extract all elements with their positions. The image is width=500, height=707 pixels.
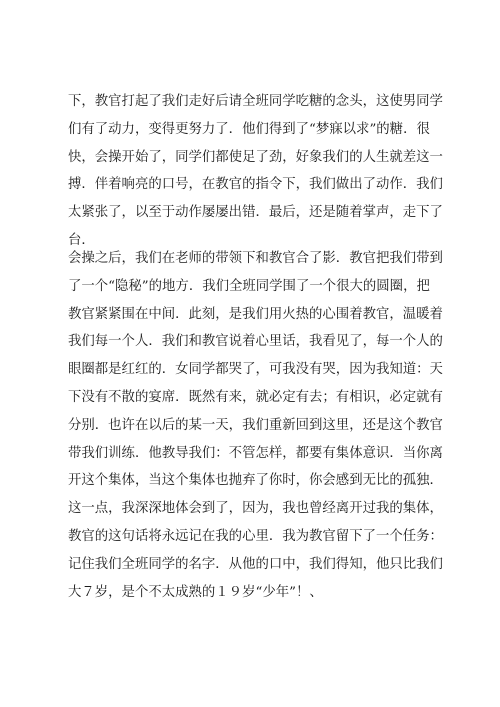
paragraph-2 [68, 245, 443, 606]
text-line: 太紧张了，以至于动作屡屡出错．最后，还是随着掌声，走下了 [68, 205, 443, 221]
text-line: 们有了动力，变得更努力了．他们得到了“梦寐以求”的糖．很 [68, 121, 430, 137]
text-line: 会操之后，我们在老师的带领下和教官合了影．教官把我们带到 [68, 251, 443, 266]
text-line: 分别．也许在以后的某一天，我们重新回到这里，还是这个教官 [68, 417, 443, 433]
text-line: 教官的这句话将永远记在我的心里．我为教官留下了一个任务： [68, 528, 443, 544]
text-line: 我们每一个人．我们和教官说着心里话，我看见了，每一个人的 [68, 334, 443, 350]
text-line: 下没有不散的宴席．既然有来，就必定有去；有相识，必定就有 [68, 389, 443, 405]
text-line: 记住我们全班同学的名字．从他的口中，我们得知，他只比我们 [68, 556, 443, 572]
text-line: 台． [68, 232, 95, 248]
text-line: 眼圈都是红红的．女同学都哭了，可我没有哭，因为我知道：天 [68, 362, 443, 378]
text-line: 这一点，我深深地体会到了，因为，我也曾经离开过我的集体， [68, 501, 443, 517]
text-line: 下，教官打起了我们走好后请全班同学吃糖的念头，这使男同学 [68, 94, 443, 109]
text-line: 搏．伴着响亮的口号，在教官的指令下，我们做出了动作．我们 [68, 177, 443, 193]
text-line: 快，会操开始了，同学们都使足了劲，好象我们的人生就差这一 [68, 149, 443, 165]
text-line: 大７岁，是个不太成熟的１９岁“少年”！、 [68, 584, 323, 600]
paragraph-1 [68, 88, 443, 255]
text-line: 开这个集体，当这个集体也抛弃了你时，你会感到无比的孤独． [68, 473, 443, 489]
text-line: 了一个“隐秘”的地方．我们全班同学围了一个很大的圆圈，把 [68, 278, 430, 294]
text-line: 带我们训练．他教导我们：不管怎样，都要有集体意识．当你离 [68, 445, 443, 461]
text-line: 教官紧紧围在中间．此刻，是我们用火热的心围着教官，温暖着 [68, 306, 443, 322]
